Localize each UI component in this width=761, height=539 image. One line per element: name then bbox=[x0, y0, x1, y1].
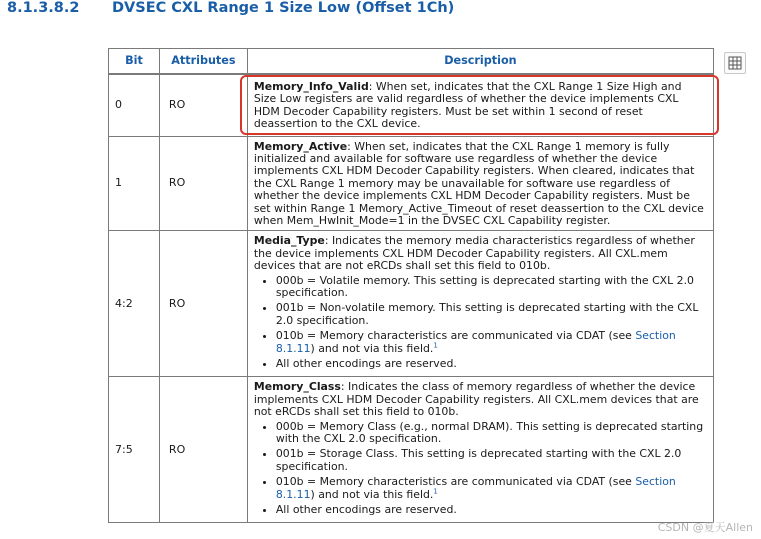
description-cell bbox=[247, 136, 713, 231]
attr-cell: RO bbox=[159, 74, 247, 136]
attr-cell: RO bbox=[159, 377, 247, 523]
list-item bbox=[276, 330, 707, 355]
header-attributes: Attributes bbox=[159, 49, 247, 75]
table-row bbox=[109, 231, 714, 377]
field-text: : Indicates the memory media characteristics regardless of whether the device implements CXL HDM Decoder Capability registers. All CXL.mem devices that are not eRCDs shall set this field to 010b. bbox=[253, 234, 695, 273]
section-number: 8.1.3.8.2 bbox=[7, 0, 80, 16]
list-item: • 000b = Volatile memory. This setting is deprecated starting with the CXL 2.0 specification. bbox=[276, 275, 707, 300]
list-item: • 000b = Memory Class (e.g., normal DRAM). This setting is deprecated starting with the CXL 2.0 specification. bbox=[276, 421, 707, 446]
field-name: Media_Type bbox=[253, 234, 325, 248]
grid-icon[interactable] bbox=[724, 52, 746, 74]
bit-cell: 0 bbox=[109, 74, 160, 136]
field-name: Memory_Active bbox=[253, 139, 348, 153]
header-row bbox=[109, 49, 714, 75]
attr-cell: RO bbox=[159, 136, 247, 231]
list-item-text: ) and not via this field. bbox=[310, 487, 434, 501]
list-item: • All other encodings are reserved. bbox=[276, 504, 707, 516]
list-item bbox=[276, 476, 707, 501]
list-item: • 001b = Storage Class. This setting is deprecated starting with the CXL 2.0 specification. bbox=[276, 448, 707, 473]
table-row bbox=[109, 377, 714, 523]
field-text: : When set, indicates that the CXL Range 1 Size High and Size Low registers are valid regardless of whether the device implements CXL HDM Decoder Capability registers. Must be set within 1 second of reset deassertion to the CXL device. bbox=[253, 79, 682, 131]
section-title: DVSEC CXL Range 1 Size Low (Offset 1Ch) bbox=[112, 0, 455, 16]
header-bit: Bit bbox=[109, 49, 160, 75]
table-row bbox=[109, 136, 714, 231]
field-text: : Indicates the class of memory regardless of whether the device implements CXL HDM Decoder Capability registers. All CXL.mem devices that are not eRCDs shall set this field to 010b. bbox=[253, 380, 699, 419]
encoding-list bbox=[254, 421, 707, 517]
encoding-list bbox=[254, 275, 707, 371]
watermark: CSDN @夏天Allen bbox=[657, 521, 753, 534]
list-item: • 001b = Non-volatile memory. This setting is deprecated starting with the CXL 2.0 specification. bbox=[276, 302, 707, 327]
header-description: Description bbox=[247, 49, 713, 75]
description-cell bbox=[247, 231, 713, 377]
section-link[interactable]: Section 8.1.11 bbox=[275, 475, 676, 501]
footnote-ref[interactable]: 1 bbox=[433, 340, 438, 349]
bit-cell: 7:5 bbox=[109, 377, 160, 523]
field-name: Memory_Info_Valid bbox=[253, 79, 369, 93]
description-cell bbox=[247, 377, 713, 523]
table-row bbox=[109, 74, 714, 136]
footnote-ref[interactable]: 1 bbox=[433, 487, 438, 496]
register-table bbox=[108, 48, 714, 523]
field-name: Memory_Class bbox=[253, 380, 341, 394]
bit-cell: 4:2 bbox=[109, 231, 160, 377]
list-item-text: 010b = Memory characteristics are communicated via CDAT (see bbox=[275, 329, 636, 343]
section-link[interactable]: Section 8.1.11 bbox=[275, 329, 676, 355]
bit-cell: 1 bbox=[109, 136, 160, 231]
description-cell bbox=[247, 74, 713, 136]
list-item: • All other encodings are reserved. bbox=[276, 358, 707, 370]
field-text: : When set, indicates that the CXL Range 1 memory is fully initialized and available for software use regardless of whether the device implements CXL HDM Decoder Capability registers. When cleared, indicates that the CXL Range 1 memory may be unavailable for software use regardless of whether the device implements CXL HDM Decoder Capability registers. Must be set within Range 1 Memory_Active_Timeout of reset deassertion to the CXL device when Mem_HwInit_Mode=1 in the DVSEC CXL Capability register. bbox=[253, 139, 704, 227]
section-heading bbox=[7, 0, 454, 16]
list-item-text: 010b = Memory characteristics are communicated via CDAT (see bbox=[275, 475, 636, 489]
attr-cell: RO bbox=[159, 231, 247, 377]
list-item-text: ) and not via this field. bbox=[310, 341, 434, 355]
table-tool-glyph bbox=[728, 56, 742, 70]
